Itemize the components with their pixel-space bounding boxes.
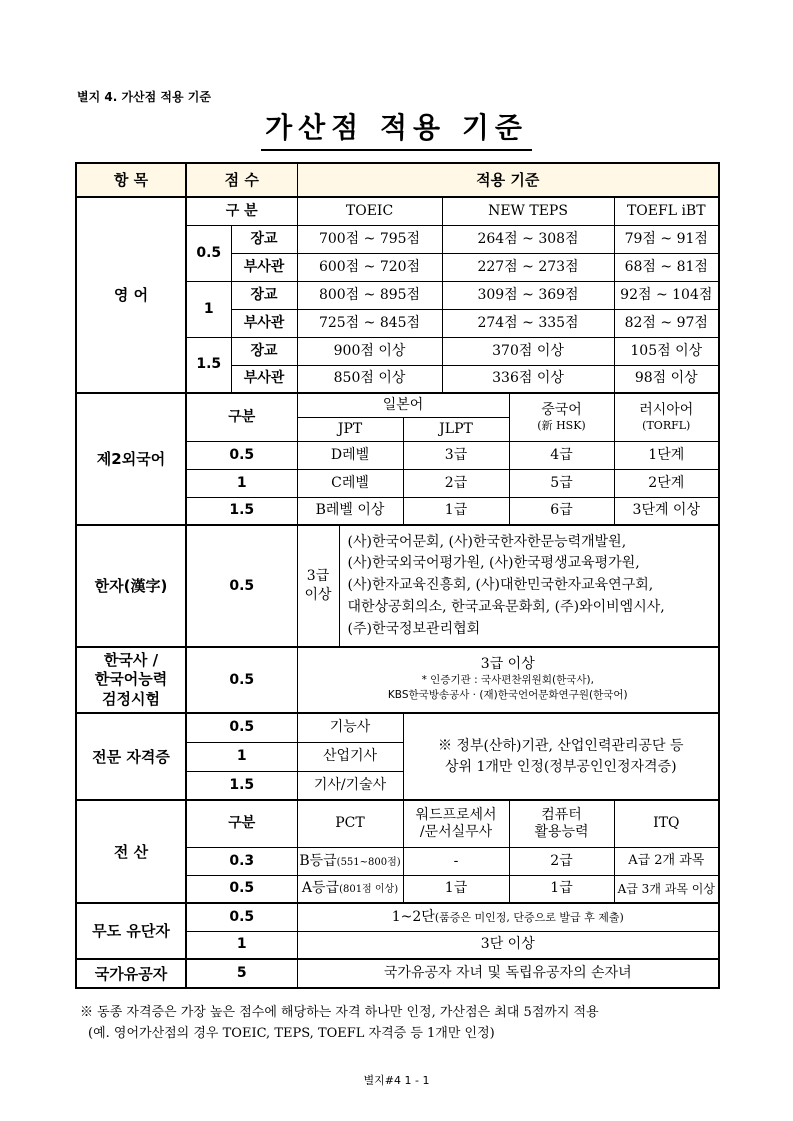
itq-value: A급 3개 과목 이상 (614, 875, 719, 903)
jpt-header: JPT (297, 417, 403, 441)
history-note: * 인증기관 : 국사편찬위원회(한국사), (421, 674, 594, 687)
toefl-value: 98점 이상 (614, 365, 719, 393)
pct-header: PCT (297, 800, 403, 847)
hanja-level-text: 3급 이상 (304, 568, 332, 603)
footnote-line: (예. 영어가산점의 경우 TOEIC, TEPS, TOEFL 자격증 등 1개만 인정) (88, 1025, 495, 1041)
professional-name: 기사/기술사 (297, 771, 403, 800)
comp-header (509, 800, 614, 847)
second-lang-category: 제2외국어 (76, 393, 186, 525)
table-header-row (76, 163, 719, 197)
comp-value: 1급 (509, 875, 614, 903)
word-value: - (403, 847, 509, 875)
torfl-value: 2단계 (614, 469, 719, 497)
veteran-category: 국가유공자 (76, 959, 186, 988)
martial-criteria (297, 903, 719, 931)
english-sub-label: 구 분 (186, 197, 297, 225)
toefl-value: 92점 ~ 104점 (614, 281, 719, 309)
chinese-sub-label: (新 HSK) (537, 419, 586, 433)
second-lang-sub-label: 구분 (186, 393, 297, 441)
hanja-institution-line: 대한상공회의소, 한국교육문화회, (주)와이비엠시사, (347, 598, 665, 615)
jpt-value: D레벨 (297, 441, 403, 469)
test-toefl: TOEFL iBT (614, 197, 719, 225)
teps-value: 274점 ~ 335점 (442, 309, 614, 337)
rank-label: 부사관 (231, 365, 297, 393)
veteran-score: 5 (186, 959, 297, 988)
chinese-label: 중국어 (541, 402, 582, 419)
computer-sub-label: 구분 (186, 800, 297, 847)
hanja-institution-line: (주)한국정보관리협회 (347, 620, 481, 637)
hanja-category: 한자(漢字) (76, 525, 186, 647)
toefl-value: 68점 ~ 81점 (614, 253, 719, 281)
teps-value: 336점 이상 (442, 365, 614, 393)
hsk-value: 4급 (509, 441, 614, 469)
pct-value (297, 847, 403, 875)
table-row (76, 959, 719, 988)
history-category-line: 한국사 / (103, 650, 159, 669)
second-lang-score: 0.5 (186, 441, 297, 469)
header-criteria: 적용 기준 (297, 163, 719, 197)
word-header-line: /문서실무사 (419, 823, 493, 840)
martial-criteria: 3단 이상 (297, 931, 719, 959)
jpt-value: C레벨 (297, 469, 403, 497)
toeic-value: 900점 이상 (297, 337, 442, 365)
professional-score: 1 (186, 742, 297, 771)
english-score: 1 (186, 281, 231, 337)
toeic-value: 700점 ~ 795점 (297, 225, 442, 253)
professional-score: 0.5 (186, 713, 297, 742)
history-note: KBS한국방송공사 · (재)한국언어문화연구원(한국어) (387, 689, 628, 702)
martial-note: (품증은 미인정, 단증으로 발급 후 제출) (434, 910, 624, 924)
veteran-criteria: 국가유공자 자녀 및 독립유공자의 손자녀 (297, 959, 719, 988)
rank-label: 장교 (231, 225, 297, 253)
jlpt-header: JLPT (403, 417, 509, 441)
hanja-institution-line: (사)한국어문회, (사)한국한자한문능력개발원, (347, 533, 627, 550)
itq-header: ITQ (614, 800, 719, 847)
teps-value: 309점 ~ 369점 (442, 281, 614, 309)
toefl-value: 105점 이상 (614, 337, 719, 365)
history-category (76, 647, 186, 713)
word-header (403, 800, 509, 847)
pct-grade: A등급 (301, 880, 340, 897)
computer-score: 0.5 (186, 875, 297, 903)
pct-value (297, 875, 403, 903)
hsk-value: 6급 (509, 497, 614, 525)
russian-sub-label: (TORFL) (642, 419, 691, 433)
english-score: 1.5 (186, 337, 231, 393)
computer-score: 0.3 (186, 847, 297, 875)
japanese-header: 일본어 (297, 393, 509, 417)
hanja-institutions (339, 525, 719, 647)
toefl-value: 79점 ~ 91점 (614, 225, 719, 253)
hanja-institution-line: (사)한국외국어평가원, (사)한국평생교육평가원, (347, 555, 640, 572)
professional-note-line: ※ 정부(산하)기관, 산업인력관리공단 등 (437, 737, 684, 754)
toeic-value: 725점 ~ 845점 (297, 309, 442, 337)
history-level: 3급 이상 (480, 656, 535, 673)
history-criteria (297, 647, 719, 713)
rank-label: 부사관 (231, 253, 297, 281)
professional-name: 산업기사 (297, 742, 403, 771)
hsk-value: 5급 (509, 469, 614, 497)
jlpt-value: 1급 (403, 497, 509, 525)
russian-header (614, 393, 719, 441)
toeic-value: 600점 ~ 720점 (297, 253, 442, 281)
history-row (76, 647, 719, 713)
header-item: 항 목 (76, 163, 186, 197)
pct-range: (801점 이상) (339, 884, 399, 896)
comp-header-line: 컴퓨터 (541, 806, 582, 823)
teps-value: 264점 ~ 308점 (442, 225, 614, 253)
professional-name: 기능사 (297, 713, 403, 742)
english-subheader-row (76, 197, 719, 225)
word-value: 1급 (403, 875, 509, 903)
toeic-value: 800점 ~ 895점 (297, 281, 442, 309)
teps-value: 370점 이상 (442, 337, 614, 365)
professional-category: 전문 자격증 (76, 713, 186, 800)
russian-label: 러시아어 (639, 402, 694, 419)
pct-range: (551~800점) (336, 856, 401, 868)
rank-label: 장교 (231, 281, 297, 309)
page-number: 별지#4 1 - 1 (363, 1074, 430, 1087)
rank-label: 부사관 (231, 309, 297, 337)
history-category-line: 검정시험 (102, 689, 160, 708)
word-header-line: 워드프로세서 (415, 806, 497, 823)
table-row (76, 903, 719, 931)
footnote (80, 1003, 599, 1045)
itq-value: A급 2개 과목 (614, 847, 719, 875)
comp-header-line: 활용능력 (534, 823, 589, 840)
professional-note (403, 713, 719, 800)
second-lang-score: 1.5 (186, 497, 297, 525)
rank-label: 장교 (231, 337, 297, 365)
chinese-header (509, 393, 614, 441)
table-row (76, 713, 719, 742)
computer-header-row (76, 800, 719, 847)
hanja-score: 0.5 (186, 525, 297, 647)
teps-value: 227점 ~ 273점 (442, 253, 614, 281)
martial-score: 1 (186, 931, 297, 959)
bonus-points-table (75, 162, 720, 989)
english-score: 0.5 (186, 225, 231, 281)
torfl-value: 1단계 (614, 441, 719, 469)
english-category: 영 어 (76, 197, 186, 393)
page-title-text: 가산점 적용 기준 (261, 106, 532, 151)
computer-category: 전 산 (76, 800, 186, 903)
jlpt-value: 2급 (403, 469, 509, 497)
second-lang-score: 1 (186, 469, 297, 497)
document-label: 별지 4. 가산점 적용 기준 (77, 90, 211, 104)
footnote-line: ※ 동종 자격증은 가장 높은 점수에 해당하는 자격 하나만 인정, 가산점은 최대 5점까지 적용 (80, 1005, 599, 1020)
header-score: 점 수 (186, 163, 297, 197)
jlpt-value: 3급 (403, 441, 509, 469)
second-lang-header-row (76, 393, 719, 417)
comp-value: 2급 (509, 847, 614, 875)
martial-category: 무도 유단자 (76, 903, 186, 959)
jpt-value: B레벨 이상 (297, 497, 403, 525)
test-teps: NEW TEPS (442, 197, 614, 225)
toefl-value: 82점 ~ 97점 (614, 309, 719, 337)
test-toeic: TOEIC (297, 197, 442, 225)
pct-grade: B등급 (299, 852, 337, 869)
history-score: 0.5 (186, 647, 297, 713)
toeic-value: 850점 이상 (297, 365, 442, 393)
hanja-level (297, 525, 339, 647)
hanja-row (76, 525, 719, 647)
hanja-institution-line: (사)한자교육진흥회, (사)대한민국한자교육연구회, (347, 577, 654, 594)
torfl-value: 3단계 이상 (614, 497, 719, 525)
martial-score: 0.5 (186, 903, 297, 931)
professional-note-line: 상위 1개만 인정(정부공인인정자격증) (444, 758, 677, 775)
martial-level: 1~2단 (391, 908, 435, 925)
professional-score: 1.5 (186, 771, 297, 800)
page-title (0, 106, 793, 151)
history-category-line: 한국어능력 (94, 670, 168, 689)
